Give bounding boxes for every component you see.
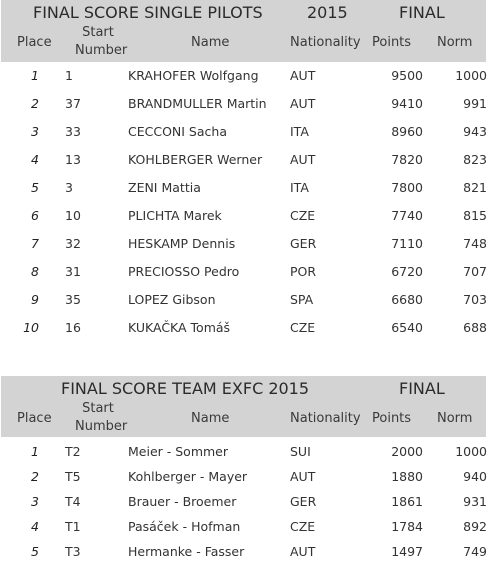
points-cell: 1497 xyxy=(391,544,423,559)
nationality-cell: AUT xyxy=(290,544,316,559)
norm-cell: 943 xyxy=(463,124,487,139)
table-row xyxy=(1,122,486,142)
table-row xyxy=(1,492,486,512)
points-cell: 2000 xyxy=(391,444,423,459)
start-number-cell: 33 xyxy=(65,124,81,139)
name-cell: Brauer - Broemer xyxy=(128,494,237,509)
col-start-2: Number xyxy=(75,43,128,58)
nationality-cell: SUI xyxy=(290,444,311,459)
place-cell: 9 xyxy=(31,292,39,307)
nationality-cell: AUT xyxy=(290,469,316,484)
nationality-cell: CZE xyxy=(290,208,316,223)
col-points: Points xyxy=(372,35,412,50)
table-row xyxy=(1,442,486,462)
table-row xyxy=(1,542,486,562)
table-row xyxy=(1,150,486,170)
start-number-cell: 31 xyxy=(65,264,81,279)
col-place: Place xyxy=(17,35,52,50)
place-cell: 4 xyxy=(31,152,39,167)
name-cell: Kohlberger - Mayer xyxy=(128,469,248,484)
start-number-cell: 13 xyxy=(65,152,81,167)
col-name: Name xyxy=(191,411,230,426)
place-cell: 10 xyxy=(23,320,39,335)
place-cell: 8 xyxy=(31,264,39,279)
place-cell: 2 xyxy=(31,96,39,111)
nationality-cell: AUT xyxy=(290,68,316,83)
table-row xyxy=(1,94,486,114)
norm-cell: 940 xyxy=(463,469,487,484)
team-stage: FINAL xyxy=(399,379,445,398)
name-cell: PRECIOSSO Pedro xyxy=(128,264,240,279)
start-number-cell: T5 xyxy=(65,469,81,484)
table-row xyxy=(1,517,486,537)
norm-cell: 821 xyxy=(463,180,487,195)
single-stage: FINAL xyxy=(399,3,445,22)
points-cell: 1861 xyxy=(391,494,423,509)
norm-cell: 688 xyxy=(463,320,487,335)
nationality-cell: ITA xyxy=(290,124,309,139)
norm-cell: 703 xyxy=(463,292,487,307)
name-cell: CECCONI Sacha xyxy=(128,124,227,139)
name-cell: Pasáček - Hofman xyxy=(128,519,241,534)
col-norm: Norm xyxy=(437,35,473,50)
single-year: 2015 xyxy=(307,3,348,22)
place-cell: 3 xyxy=(31,494,39,509)
name-cell: ZENI Mattia xyxy=(128,180,201,195)
table-row xyxy=(1,66,486,86)
table-row xyxy=(1,290,486,310)
start-number-cell: T4 xyxy=(65,494,81,509)
points-cell: 6680 xyxy=(391,292,423,307)
norm-cell: 1000 xyxy=(455,68,487,83)
name-cell: KRAHOFER Wolfgang xyxy=(128,68,259,83)
name-cell: Meier - Sommer xyxy=(128,444,228,459)
table-row xyxy=(1,234,486,254)
points-cell: 7110 xyxy=(391,236,423,251)
name-cell: KUKAČKA Tomáš xyxy=(128,320,231,335)
start-number-cell: T1 xyxy=(65,519,81,534)
norm-cell: 931 xyxy=(463,494,487,509)
start-number-cell: T2 xyxy=(65,444,81,459)
nationality-cell: SPA xyxy=(290,292,314,307)
nationality-cell: CZE xyxy=(290,320,316,335)
col-nationality: Nationality xyxy=(290,35,361,50)
place-cell: 1 xyxy=(31,68,39,83)
single-pilots-header xyxy=(1,0,486,62)
points-cell: 9410 xyxy=(391,96,423,111)
norm-cell: 823 xyxy=(463,152,487,167)
single-title: FINAL SCORE SINGLE PILOTS xyxy=(33,3,263,22)
points-cell: 7800 xyxy=(391,180,423,195)
start-number-cell: 10 xyxy=(65,208,81,223)
place-cell: 2 xyxy=(31,469,39,484)
table-row xyxy=(1,318,486,338)
col-start-1: Start xyxy=(82,25,114,40)
name-cell: HESKAMP Dennis xyxy=(128,236,236,251)
points-cell: 6540 xyxy=(391,320,423,335)
place-cell: 4 xyxy=(31,519,39,534)
start-number-cell: 35 xyxy=(65,292,81,307)
points-cell: 7820 xyxy=(391,152,423,167)
table-row xyxy=(1,178,486,198)
table-row xyxy=(1,467,486,487)
col-points: Points xyxy=(372,411,412,426)
points-cell: 1880 xyxy=(391,469,423,484)
col-start-1: Start xyxy=(82,401,114,416)
start-number-cell: 1 xyxy=(65,68,73,83)
nationality-cell: GER xyxy=(290,494,317,509)
start-number-cell: 37 xyxy=(65,96,81,111)
table-row xyxy=(1,206,486,226)
place-cell: 7 xyxy=(31,236,39,251)
name-cell: PLICHTA Marek xyxy=(128,208,222,223)
start-number-cell: 16 xyxy=(65,320,81,335)
team-title: FINAL SCORE TEAM EXFC 2015 xyxy=(61,379,310,398)
points-cell: 7740 xyxy=(391,208,423,223)
col-place: Place xyxy=(17,411,52,426)
place-cell: 3 xyxy=(31,124,39,139)
place-cell: 5 xyxy=(31,544,39,559)
nationality-cell: ITA xyxy=(290,180,309,195)
start-number-cell: 3 xyxy=(65,180,73,195)
start-number-cell: 32 xyxy=(65,236,81,251)
start-number-cell: T3 xyxy=(65,544,81,559)
name-cell: LOPEZ Gibson xyxy=(128,292,216,307)
norm-cell: 892 xyxy=(463,519,487,534)
table-row xyxy=(1,262,486,282)
single-pilots-table xyxy=(1,0,487,335)
norm-cell: 991 xyxy=(463,96,487,111)
place-cell: 5 xyxy=(31,180,39,195)
points-cell: 1784 xyxy=(391,519,423,534)
points-cell: 8960 xyxy=(391,124,423,139)
col-start-2: Number xyxy=(75,419,128,434)
nationality-cell: CZE xyxy=(290,519,316,534)
col-norm: Norm xyxy=(437,411,473,426)
name-cell: BRANDMULLER Martin xyxy=(128,96,267,111)
points-cell: 6720 xyxy=(391,264,423,279)
norm-cell: 749 xyxy=(463,544,487,559)
norm-cell: 1000 xyxy=(455,444,487,459)
norm-cell: 748 xyxy=(463,236,487,251)
points-cell: 9500 xyxy=(391,68,423,83)
place-cell: 1 xyxy=(31,444,39,459)
name-cell: Hermanke - Fasser xyxy=(128,544,245,559)
team-table xyxy=(1,376,487,559)
col-name: Name xyxy=(191,35,230,50)
norm-cell: 815 xyxy=(463,208,487,223)
team-header xyxy=(1,376,486,437)
place-cell: 6 xyxy=(31,208,39,223)
nationality-cell: AUT xyxy=(290,96,316,111)
norm-cell: 707 xyxy=(463,264,487,279)
name-cell: KOHLBERGER Werner xyxy=(128,152,263,167)
col-nationality: Nationality xyxy=(290,411,361,426)
nationality-cell: AUT xyxy=(290,152,316,167)
nationality-cell: POR xyxy=(290,264,317,279)
nationality-cell: GER xyxy=(290,236,317,251)
